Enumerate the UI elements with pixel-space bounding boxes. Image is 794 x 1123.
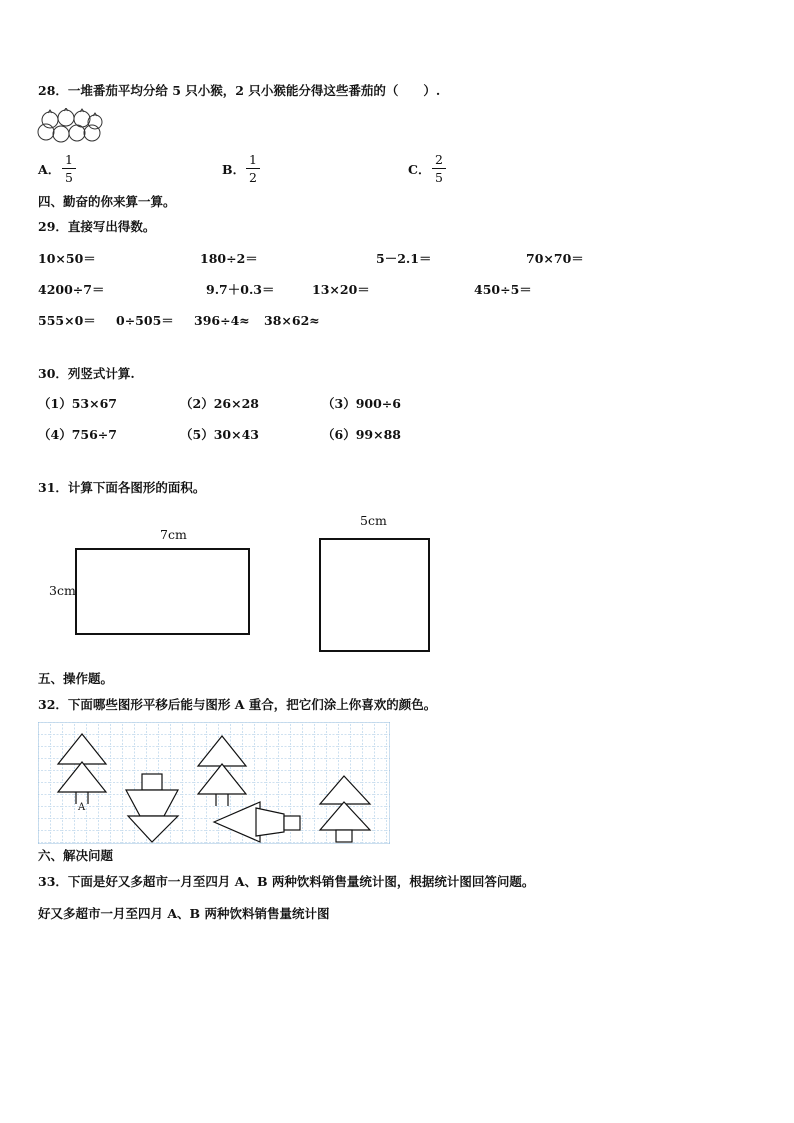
calc-item: 38×62≈ xyxy=(264,313,320,328)
calc-item: 70×70＝ xyxy=(526,251,584,266)
rectangle-figure xyxy=(75,548,250,635)
calc-item: 4200÷7＝ xyxy=(38,282,105,297)
option-a-denominator: 5 xyxy=(65,170,73,185)
option-a-fraction xyxy=(62,152,76,185)
calc-item: 180÷2＝ xyxy=(200,251,258,266)
option-c-fraction xyxy=(432,152,446,185)
calc-item: 5－2.1＝ xyxy=(376,251,432,266)
q30-title: 30．列竖式计算. xyxy=(38,366,135,381)
q28-question: 28．一堆番茄平均分给 5 只小猴，2 只小猴能分得这些番茄的（ ）. xyxy=(38,83,441,98)
vertical-calc-item: （3）900÷6 xyxy=(322,396,401,411)
calc-item: 9.7＋0.3＝ xyxy=(206,282,275,297)
option-c-label: C． xyxy=(408,162,431,177)
calc-item: 10×50＝ xyxy=(38,251,96,266)
q31-title: 31．计算下面各图形的面积。 xyxy=(38,480,206,495)
square-side-label: 5cm xyxy=(360,513,387,528)
chart-caption: 好又多超市一月至四月 A、B 两种饮料销售量统计图 xyxy=(38,906,330,921)
calc-item: 450÷5＝ xyxy=(474,282,532,297)
q32-title: 32．下面哪些图形平移后能与图形 A 重合，把它们涂上你喜欢的颜色。 xyxy=(38,697,437,712)
option-b-numerator: 1 xyxy=(249,152,257,167)
option-a-numerator: 1 xyxy=(65,152,73,167)
calc-item: 396÷4≈ xyxy=(194,313,250,328)
calc-item: 555×0＝ xyxy=(38,313,96,328)
rectangle-height-label: 3cm xyxy=(49,583,76,598)
rectangle-width-label: 7cm xyxy=(160,527,187,542)
section-6-heading: 六、解决问题 xyxy=(38,848,114,863)
q33-title: 33．下面是好又多超市一月至四月 A、B 两种饮料销售量统计图，根据统计图回答问题。 xyxy=(38,874,535,889)
option-c-denominator: 5 xyxy=(435,170,443,185)
option-a-label: A． xyxy=(38,162,61,177)
calc-item: 0÷505＝ xyxy=(116,313,174,328)
option-b-label: B． xyxy=(222,162,246,177)
vertical-calc-item: （6）99×88 xyxy=(322,427,401,442)
section-5-heading: 五、操作题。 xyxy=(38,671,114,686)
calc-item: 13×20＝ xyxy=(312,282,370,297)
option-b-denominator: 2 xyxy=(249,170,257,185)
option-b-fraction xyxy=(246,152,260,185)
translation-grid xyxy=(38,722,390,844)
shape-a-label: A xyxy=(78,802,86,813)
vertical-calc-item: （1）53×67 xyxy=(38,396,117,411)
section-4-heading: 四、勤奋的你来算一算。 xyxy=(38,194,176,209)
vertical-calc-item: （4）756÷7 xyxy=(38,427,117,442)
vertical-calc-item: （5）30×43 xyxy=(180,427,259,442)
square-figure xyxy=(319,538,430,652)
option-c-numerator: 2 xyxy=(435,152,443,167)
vertical-calc-item: （2）26×28 xyxy=(180,396,259,411)
tomatoes-illustration xyxy=(36,108,106,144)
q29-title: 29．直接写出得数。 xyxy=(38,219,156,234)
